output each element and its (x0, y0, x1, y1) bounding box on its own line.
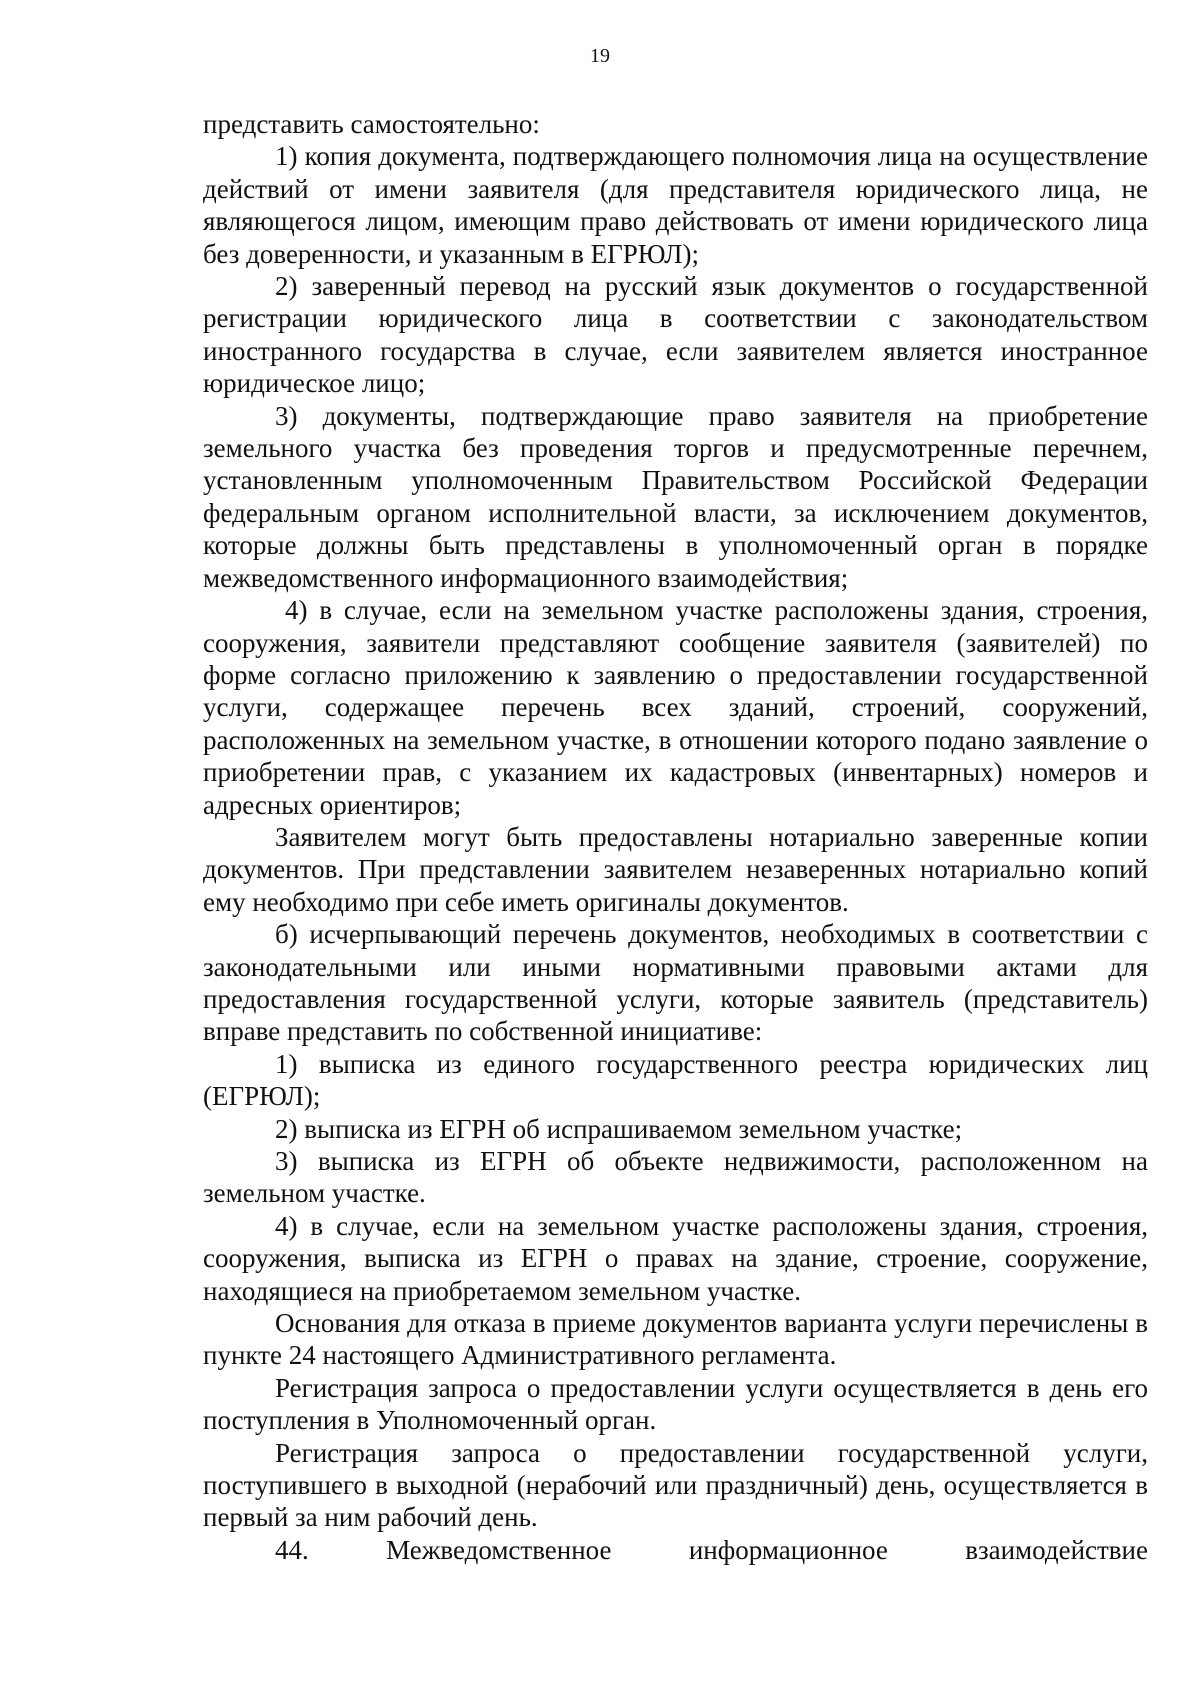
document-body (203, 108, 1148, 1566)
optional-doc-item: 4) в случае, если на земельном участке расположены здания, строения, сооружения, выписка из ЕГРН о правах на здание, строение, сооружение, находящиеся на приобретаемом земельном участке. (203, 1210, 1148, 1306)
registration-holiday-paragraph: Регистрация запроса о предоставлении государственной услуги, поступившего в выходной (нерабочий или праздничный) день, осуществляется в первый за ним рабочий день. (203, 1437, 1148, 1533)
section-b-paragraph: б) исчерпывающий перечень документов, необходимых в соответствии с законодательными или иными нормативными правовыми актами для предоставления государственной услуги, которые заявитель (представитель) вправе представить по собственной инициативе: (203, 919, 1148, 1047)
required-doc-item: 4) в случае, если на земельном участке расположены здания, строения, сооружения, заявители представляют сообщение заявителя (заявителей) по форме согласно приложению к заявлению о предоставлении государственной услуги, содержащее перечень всех зданий, строений, сооружений, расположенных на земельном участке, в отношении которого подано заявление о приобретении прав, с указанием их кадастровых (инвентарных) номеров и адресных ориентиров; (203, 595, 1148, 820)
page-number: 19 (590, 45, 610, 67)
optional-doc-item: 3) выписка из ЕГРН об объекте недвижимости, расположенном на земельном участке. (203, 1146, 1148, 1209)
required-doc-item: 1) копия документа, подтверждающего полномочия лица на осуществление действий от имени заявителя (для представителя юридического лица, не являющегося лицом, имеющим право действовать от имени юридического лица без доверенности, и указанным в ЕГРЮЛ); (203, 141, 1148, 269)
section-44-heading: 44. Межведомственное информационное взаимодействие (275, 1534, 1148, 1565)
required-doc-item: 3) документы, подтверждающие право заявителя на приобретение земельного участка без проведения торгов и предусмотренные перечнем, установленным уполномоченным Правительством Российской Федерации федеральным органом исполнительной власти, за исключением документов, которые должны быть представлены в уполномоченный орган в порядке межведомственного информационного взаимодействия; (203, 400, 1148, 593)
optional-doc-item: 2) выписка из ЕГРН об испрашиваемом земельном участке; (275, 1113, 963, 1144)
intro-line: представить самостоятельно: (203, 109, 540, 139)
grounds-refusal-paragraph: Основания для отказа в приеме документов варианта услуги перечислены в пункте 24 настоящего Административного регламента. (203, 1308, 1148, 1371)
optional-doc-item: 1) выписка из единого государственного реестра юридических лиц (ЕГРЮЛ); (203, 1048, 1148, 1112)
required-doc-item: 2) заверенный перевод на русский язык документов о государственной регистрации юридического лица в соответствии с законодательством иностранного государства в случае, если заявителем является иностранное юридическое лицо; (203, 271, 1148, 399)
notary-note: Заявителем могут быть предоставлены нотариально заверенные копии документов. При представлении заявителем незаверенных нотариально копий ему необходимо при себе иметь оригиналы документов. (203, 821, 1148, 917)
registration-same-day-paragraph: Регистрация запроса о предоставлении услуги осуществляется в день его поступления в Уполномоченный орган. (203, 1372, 1148, 1436)
